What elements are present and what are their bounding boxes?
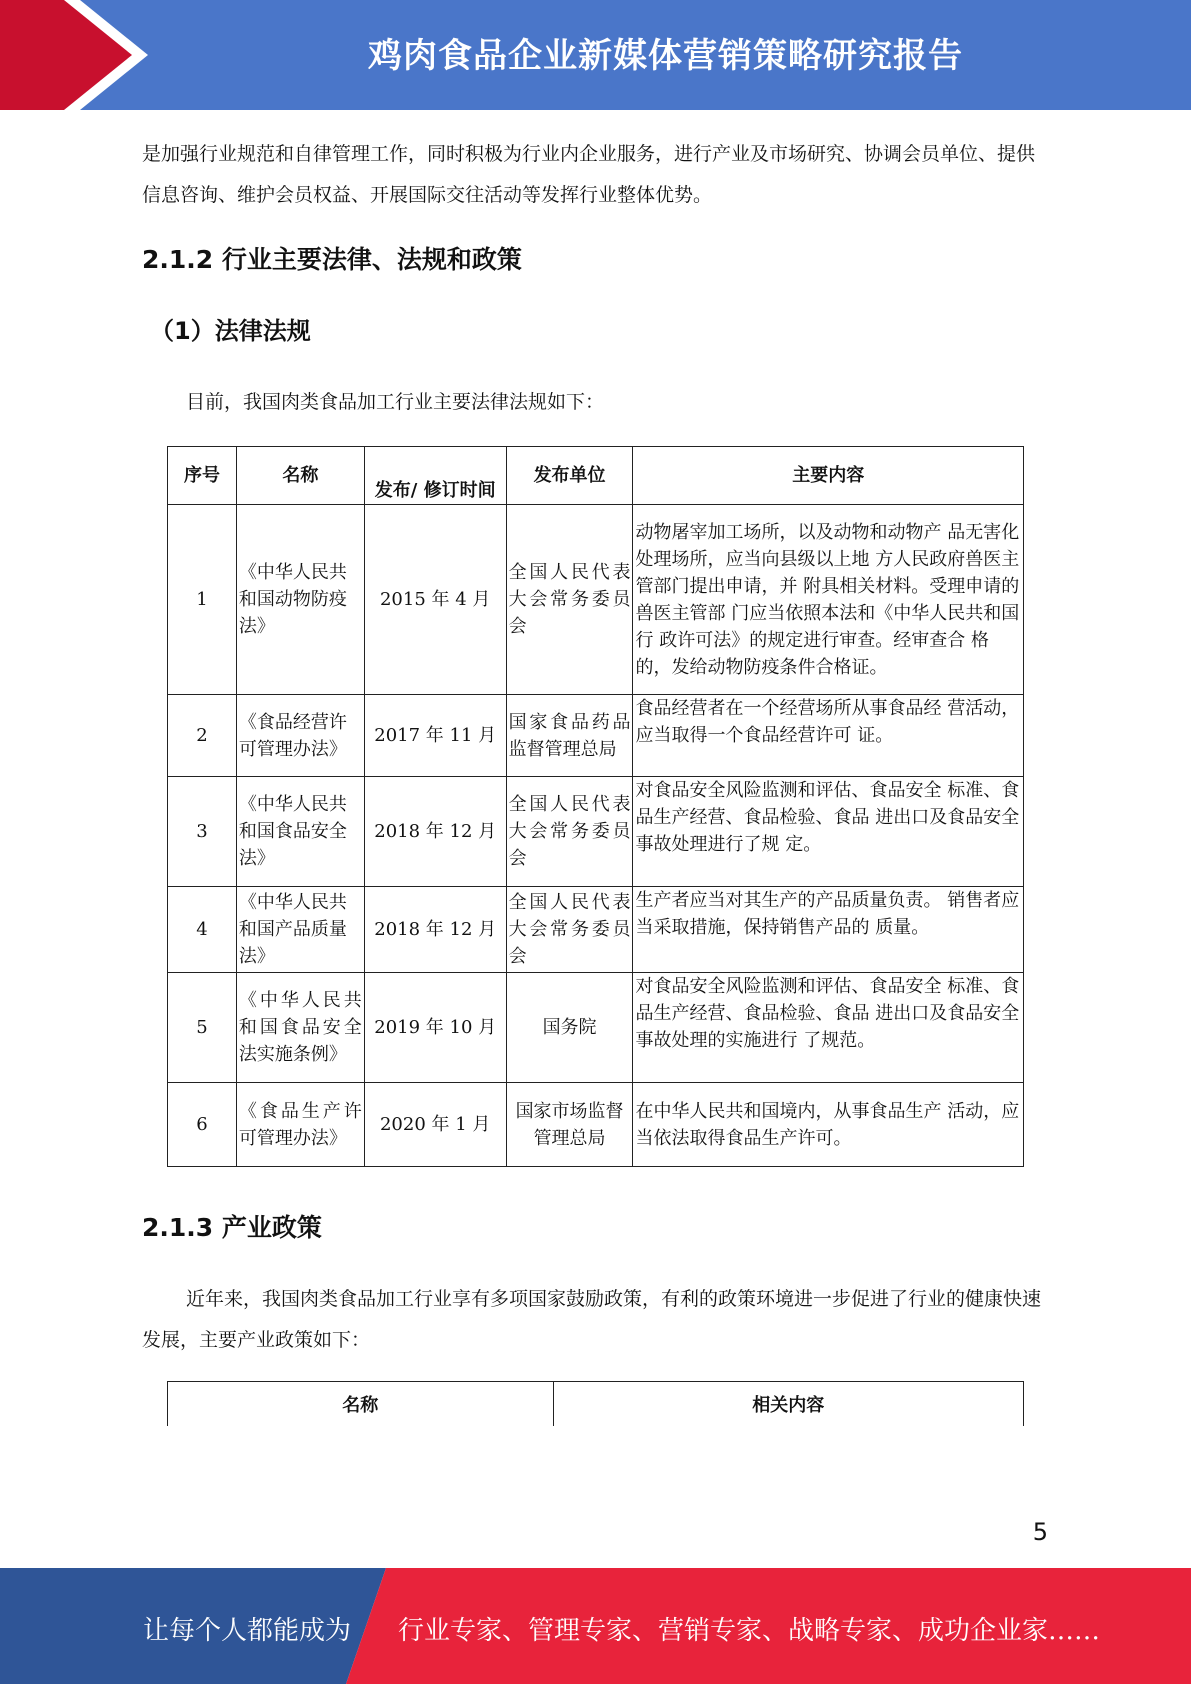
cell-no: 2	[168, 695, 237, 777]
cell-date: 2015 年 4 月	[364, 505, 506, 695]
section-heading-2-1-2: 2.1.2 行业主要法律、法规和政策	[142, 245, 522, 274]
header-policy-name: 名称	[168, 1382, 554, 1427]
laws-table	[167, 446, 1024, 1167]
cell-content: 生产者应当对其生产的产品质量负责。 销售者应当采取措施，保持销售产品的 质量。	[633, 887, 1024, 973]
cell-date: 2020 年 1 月	[364, 1083, 506, 1167]
cell-no: 6	[168, 1083, 237, 1167]
cell-date: 2018 年 12 月	[364, 887, 506, 973]
header-policy-content: 相关内容	[553, 1382, 1023, 1427]
footer-slogan-right: 行业专家、管理专家、营销专家、战略专家、成功企业家……	[398, 1616, 1101, 1646]
cell-content: 对食品安全风险监测和评估、食品安全 标准、食品生产经营、食品检验、食品 进出口及食品安全事故处理进行了规 定。	[633, 777, 1024, 887]
table-header-row	[168, 1382, 1024, 1427]
cell-content: 动物屠宰加工场所，以及动物和动物产 品无害化处理场所，应当向县级以上地 方人民政府兽医主管部门提出申请，并 附具相关材料。受理申请的兽医主管部 门应当依照本法和《中华人民共和国行 政许可法》的规定进行审查。经审查合 格的，发给动物防疫条件合格证。	[633, 505, 1024, 695]
cell-no: 5	[168, 973, 237, 1083]
cell-content: 在中华人民共和国境内，从事食品生产 活动，应当依法取得食品生产许可。	[633, 1083, 1024, 1167]
cell-date: 2018 年 12 月	[364, 777, 506, 887]
header-no: 序号	[168, 447, 237, 505]
header-unit: 发布单位	[506, 447, 633, 505]
cell-content: 对食品安全风险监测和评估、食品安全 标准、食品生产经营、食品检验、食品 进出口及食品安全事故处理的实施进行 了规范。	[633, 973, 1024, 1083]
table-row	[168, 777, 1024, 887]
policy-intro-paragraph: 近年来，我国肉类食品加工行业享有多项国家鼓励政策，有利的政策环境进一步促进了行业的健康快速发展，主要产业政策如下：	[142, 1288, 1042, 1351]
table-row	[168, 1083, 1024, 1167]
cell-unit: 国家市场监督管理总局	[506, 1083, 633, 1167]
subsection-heading-laws: （1）法律法规	[150, 317, 311, 345]
cell-unit: 全国人民代表大会常务委员会	[506, 887, 633, 973]
policy-table	[167, 1381, 1024, 1426]
cell-unit: 全国人民代表大会常务委员会	[506, 777, 633, 887]
cell-unit: 国务院	[506, 973, 633, 1083]
cell-unit: 全国人民代表大会常务委员会	[506, 505, 633, 695]
cell-name: 《中华人民共和国动物防疫法》	[236, 505, 364, 695]
table-header-row	[168, 447, 1024, 505]
cell-no: 1	[168, 505, 237, 695]
cell-date: 2019 年 10 月	[364, 973, 506, 1083]
header-date: 发布/ 修订时间	[364, 447, 506, 505]
laws-intro-paragraph: 目前，我国肉类食品加工行业主要法律法规如下：	[186, 391, 605, 413]
table-row	[168, 695, 1024, 777]
cell-unit: 国家食品药品监督管理总局	[506, 695, 633, 777]
page-header	[0, 0, 1191, 110]
intro-paragraph: 是加强行业规范和自律管理工作，同时积极为行业内企业服务，进行产业及市场研究、协调会员单位、提供信息咨询、维护会员权益、开展国际交往活动等发挥行业整体优势。	[142, 143, 1036, 206]
cell-name: 《中华人民共和国食品安全法实施条例》	[236, 973, 364, 1083]
cell-no: 4	[168, 887, 237, 973]
page-footer	[0, 1568, 1191, 1684]
cell-name: 《食品生产许可管理办法》	[236, 1083, 364, 1167]
header-content: 主要内容	[633, 447, 1024, 505]
table-row	[168, 505, 1024, 695]
cell-name: 《食品经营许可管理办法》	[236, 695, 364, 777]
cell-date: 2017 年 11 月	[364, 695, 506, 777]
header-name: 名称	[236, 447, 364, 505]
cell-no: 3	[168, 777, 237, 887]
cell-content: 食品经营者在一个经营场所从事食品经 营活动，应当取得一个食品经营许可 证。	[633, 695, 1024, 777]
cell-name: 《中华人民共和国产品质量法》	[236, 887, 364, 973]
cell-name: 《中华人民共和国食品安全法》	[236, 777, 364, 887]
page-number: 5	[1032, 1518, 1048, 1546]
table-row	[168, 887, 1024, 973]
section-heading-2-1-3: 2.1.3 产业政策	[142, 1213, 322, 1242]
report-title: 鸡肉食品企业新媒体营销策略研究报告	[368, 36, 963, 76]
footer-slogan-left: 让每个人都能成为	[143, 1616, 352, 1646]
table-row	[168, 973, 1024, 1083]
